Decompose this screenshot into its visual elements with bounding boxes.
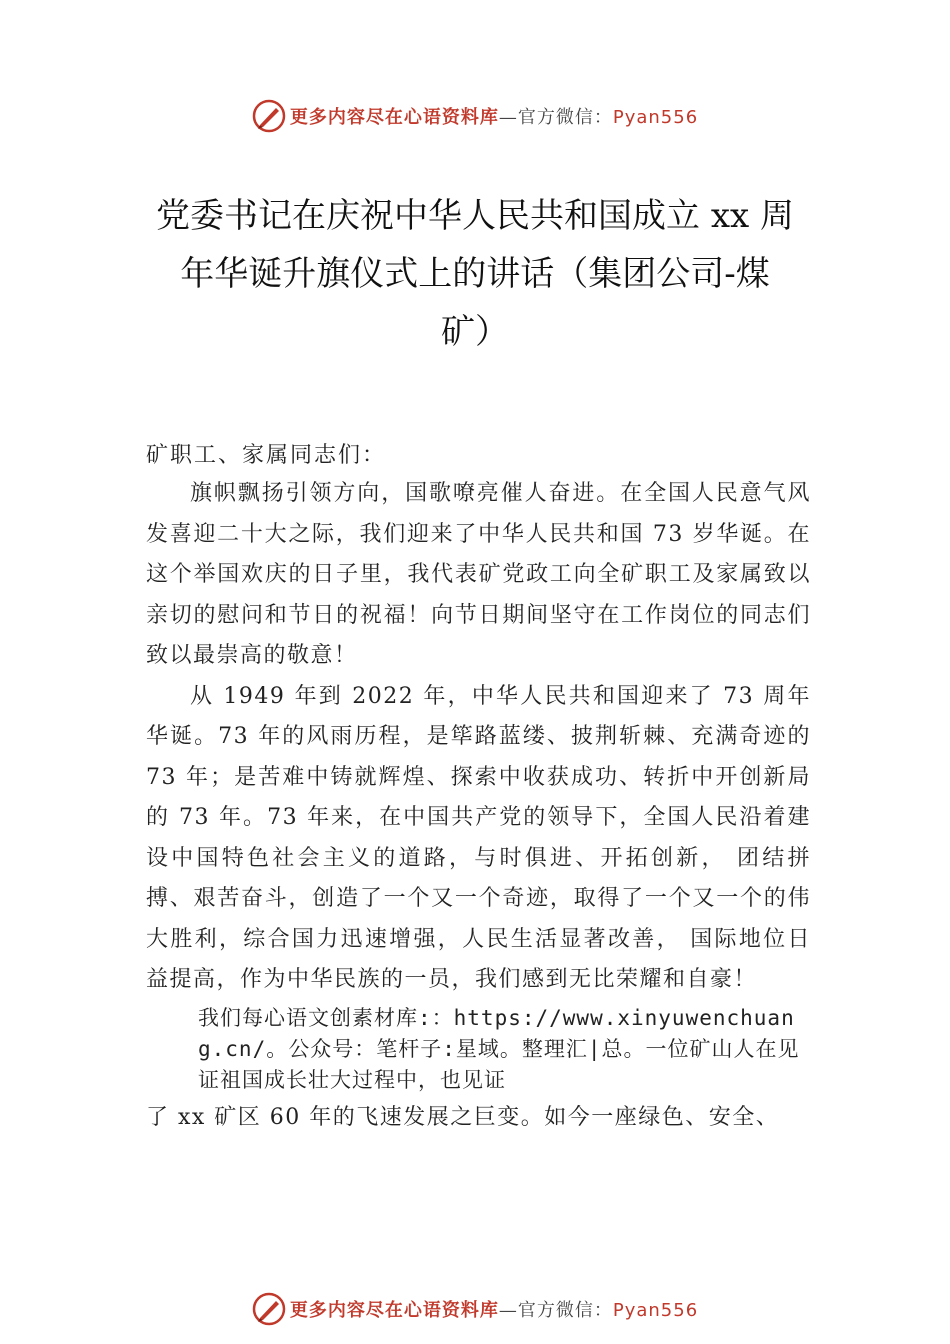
salutation: 矿职工、家属同志们： bbox=[146, 443, 387, 468]
title-line-1: 党委书记在庆祝中华人民共和国成立 xx 周 bbox=[156, 195, 794, 236]
banner-wechat-id: Pyan556 bbox=[612, 1300, 699, 1321]
paragraph-2: 从 1949 年到 2022 年，中华人民共和国迎来了 73 周年华诞。73 年的风雨历程，是筚路蓝缕、披荆斩棘、充满奇迹的 73 年；是苦难中铸就辉煌、探索中收获成功、转折中开创新局的 73 年。73 年来，在中国共产党的领导下，全国人民沿着建设中国特色社会主义的道路，与时俱进、开拓创新， 团结拼搏、艰苦奋斗，创造了一个又一个奇迹，取得了一个又一个的伟大胜利，综合国力迅速增强，人民生活显著改善， 国际地位日益提高，作为中华民族的一员，我们感到无比荣耀和自豪！ bbox=[146, 683, 811, 992]
banner-library-name: 更多内容尽在心语资料库 bbox=[289, 107, 499, 128]
title-line-3: 矿） bbox=[441, 311, 509, 352]
quill-logo-icon bbox=[252, 99, 286, 133]
title-line-2: 年华诞升旗仪式上的讲话（集团公司-煤 bbox=[180, 253, 770, 294]
document-body bbox=[146, 438, 811, 1138]
document-title bbox=[100, 187, 850, 361]
continuation-text: 了 xx 矿区 60 年的飞速发展之巨变。如今一座绿色、安全、 bbox=[146, 1104, 780, 1130]
banner-wechat-id: Pyan556 bbox=[612, 107, 699, 128]
paragraph-1: 旗帜飘扬引领方向，国歌嘹亮催人奋进。在全国人民意气风发喜迎二十大之际，我们迎来了中华人民共和国 73 岁华诞。在这个举国欢庆的日子里，我代表矿党政工向全矿职工及家属致以亲切的慰问和节日的祝福！向节日期间坚守在工作岗位的同志们致以最崇高的敬意！ bbox=[146, 481, 811, 668]
header-banner bbox=[0, 96, 950, 136]
banner-text bbox=[290, 103, 698, 129]
banner-wechat-label: —官方微信： bbox=[498, 107, 613, 128]
promo-text: 我们每心语文创素材库:：https://www.xinyuwenchuang.cn/。公众号：笔杆子:星域。整理汇|总。一位矿山人在见证祖国成长壮大过程中，也见证 bbox=[198, 1005, 800, 1092]
banner-wechat-label: —官方微信： bbox=[498, 1300, 613, 1321]
quill-logo-icon bbox=[252, 1292, 286, 1326]
banner-library-name: 更多内容尽在心语资料库 bbox=[289, 1300, 499, 1321]
body-paragraphs bbox=[146, 474, 811, 1001]
footer-banner bbox=[0, 1289, 950, 1329]
banner-text bbox=[290, 1296, 698, 1322]
